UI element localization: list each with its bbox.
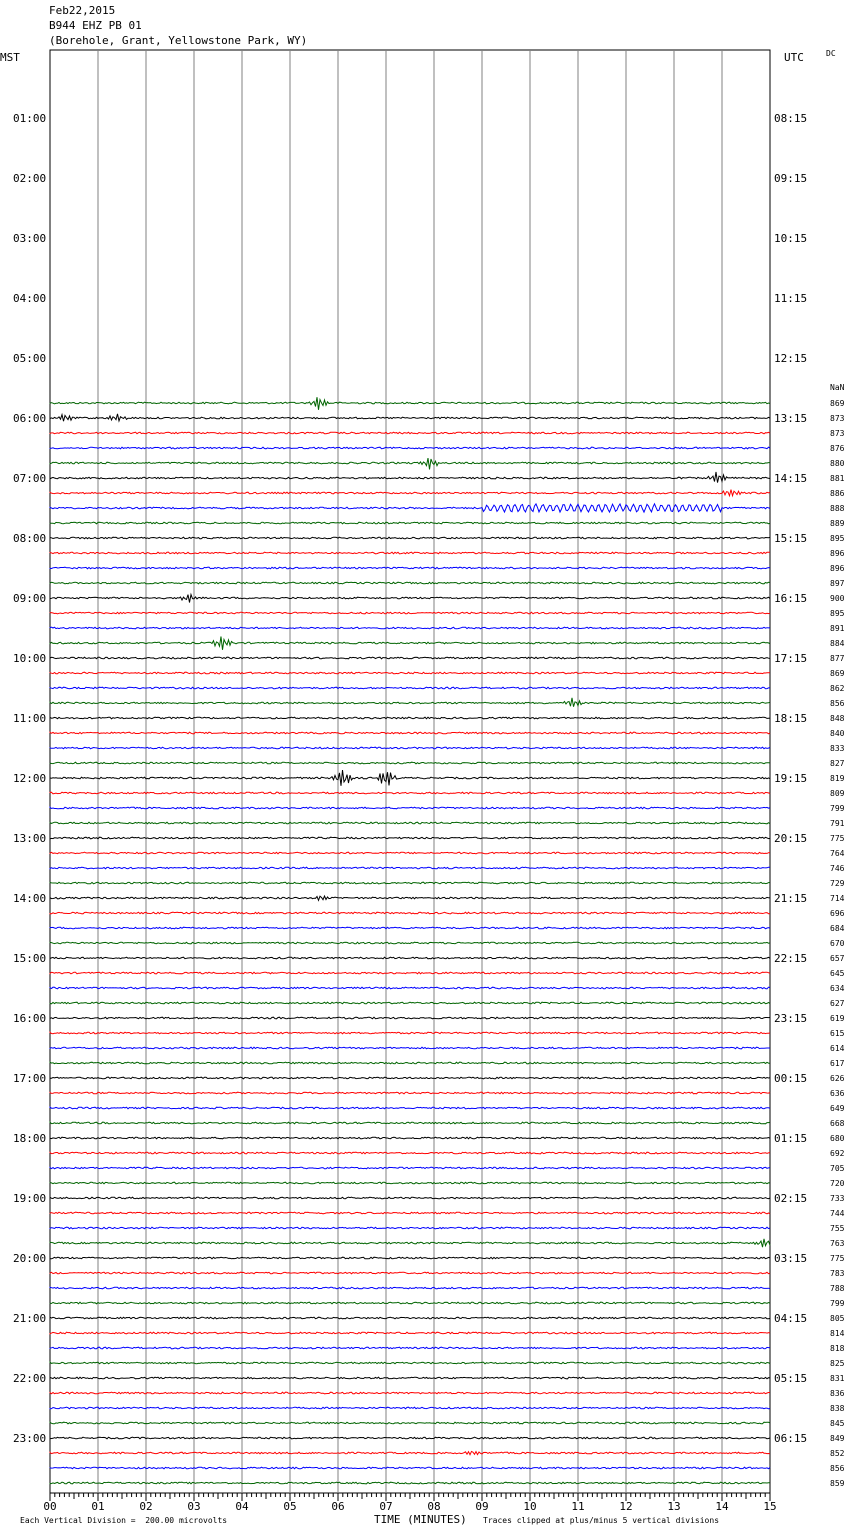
right-hour-label: 13:15	[774, 412, 808, 425]
trace-dc-value: 657	[830, 954, 845, 963]
trace-line	[50, 490, 770, 496]
trace-dc-value: 714	[830, 894, 845, 903]
left-hour-label: 09:00	[13, 592, 47, 605]
trace-dc-value: 889	[830, 519, 845, 528]
trace-dc-value: 668	[830, 1119, 845, 1128]
trace-dc-value: 873	[830, 429, 845, 438]
right-hour-label: 11:15	[774, 292, 808, 305]
x-tick-label: 05	[283, 1500, 297, 1513]
trace-line	[50, 397, 770, 410]
left-hour-label: 06:00	[13, 412, 47, 425]
trace-dc-value: 775	[830, 1254, 845, 1263]
trace-line	[50, 972, 770, 974]
trace-line	[50, 1302, 770, 1304]
left-timezone-label: MST	[0, 51, 20, 64]
x-tick-label: 03	[187, 1500, 201, 1513]
trace-dc-value: 825	[830, 1359, 845, 1368]
trace-line	[50, 822, 770, 824]
trace-dc-value: 877	[830, 654, 845, 663]
left-hour-label: 05:00	[13, 352, 47, 365]
trace-line	[50, 414, 770, 421]
trace-line	[50, 458, 770, 469]
x-tick-label: 01	[91, 1500, 105, 1513]
trace-dc-value: 831	[830, 1374, 845, 1383]
trace-line	[50, 1017, 770, 1019]
trace-line	[50, 717, 770, 719]
right-hour-label: 12:15	[774, 352, 808, 365]
left-hour-label: 14:00	[13, 892, 47, 905]
left-hour-label: 12:00	[13, 772, 47, 785]
trace-dc-value: 619	[830, 1014, 845, 1023]
trace-dc-value: 838	[830, 1404, 845, 1413]
trace-line	[50, 747, 770, 749]
right-hour-label: 14:15	[774, 472, 808, 485]
trace-line	[50, 896, 770, 900]
trace-line	[50, 1002, 770, 1004]
chart-grid	[50, 50, 770, 1501]
trace-dc-value: 814	[830, 1329, 845, 1338]
trace-line	[50, 987, 770, 989]
trace-dc-value: 791	[830, 819, 845, 828]
trace-line	[50, 1122, 770, 1124]
trace-line	[50, 552, 770, 554]
trace-dc-value: 884	[830, 639, 845, 648]
right-hour-label: 03:15	[774, 1252, 808, 1265]
trace-dc-value: 720	[830, 1179, 845, 1188]
right-hour-label: 19:15	[774, 772, 808, 785]
trace-line	[50, 472, 770, 483]
dc-label: DC	[826, 49, 836, 58]
left-hour-label: 13:00	[13, 832, 47, 845]
trace-dc-value: 895	[830, 609, 845, 618]
x-tick-label: 02	[139, 1500, 153, 1513]
trace-line	[50, 522, 770, 524]
trace-line	[50, 627, 770, 629]
trace-dc-value: 856	[830, 1464, 845, 1473]
trace-dc-value: 881	[830, 474, 845, 483]
trace-dc-value: 684	[830, 924, 845, 933]
trace-line	[50, 852, 770, 854]
trace-line	[50, 1467, 770, 1469]
trace-line	[50, 567, 770, 569]
trace-line	[50, 537, 770, 539]
trace-dc-value: 705	[830, 1164, 845, 1173]
trace-line	[50, 1047, 770, 1049]
left-hour-label: 19:00	[13, 1192, 47, 1205]
trace-dc-value: 615	[830, 1029, 845, 1038]
trace-dc-value: 856	[830, 699, 845, 708]
trace-dc-value: 729	[830, 879, 845, 888]
trace-dc-value: 862	[830, 684, 845, 693]
trace-line	[50, 1437, 770, 1439]
trace-dc-value: 849	[830, 1434, 845, 1443]
trace-line	[50, 1032, 770, 1034]
trace-dc-value: 733	[830, 1194, 845, 1203]
trace-dc-value: 755	[830, 1224, 845, 1233]
trace-dc-value: 680	[830, 1134, 845, 1143]
left-hour-label: 23:00	[13, 1432, 47, 1445]
trace-dc-value: 818	[830, 1344, 845, 1353]
right-hour-label: 00:15	[774, 1072, 808, 1085]
left-hour-label: 16:00	[13, 1012, 47, 1025]
trace-dc-value: 783	[830, 1269, 845, 1278]
trace-line	[50, 1422, 770, 1424]
trace-line	[50, 792, 770, 794]
right-hour-label: 09:15	[774, 172, 808, 185]
right-hour-label: 20:15	[774, 832, 808, 845]
trace-line	[50, 612, 770, 614]
trace-line	[50, 1152, 770, 1154]
left-hour-label: 20:00	[13, 1252, 47, 1265]
trace-dc-value: 626	[830, 1074, 845, 1083]
station-label: B944 EHZ PB 01	[49, 19, 142, 32]
trace-line	[50, 927, 770, 929]
right-hour-label: 02:15	[774, 1192, 808, 1205]
plot-frame	[50, 50, 770, 1493]
x-tick-label: 10	[523, 1500, 537, 1513]
trace-line	[50, 1107, 770, 1109]
left-hour-label: 01:00	[13, 112, 47, 125]
x-tick-label: 00	[43, 1500, 57, 1513]
trace-line	[50, 698, 770, 707]
right-hour-label: 05:15	[774, 1372, 808, 1385]
trace-line	[50, 504, 770, 512]
label-layer	[13, 112, 845, 1513]
right-hour-label: 18:15	[774, 712, 808, 725]
footer-clipping: Traces clipped at plus/minus 5 vertical divisions	[483, 1516, 720, 1525]
trace-dc-value: 873	[830, 414, 845, 423]
trace-dc-value: 840	[830, 729, 845, 738]
x-tick-label: 08	[427, 1500, 441, 1513]
trace-dc-value: 897	[830, 579, 845, 588]
trace-dc-value: 636	[830, 1089, 845, 1098]
right-hour-label: 22:15	[774, 952, 808, 965]
left-hour-label: 03:00	[13, 232, 47, 245]
x-tick-label: 14	[715, 1500, 729, 1513]
trace-line	[50, 1272, 770, 1274]
trace-dc-value: 895	[830, 534, 845, 543]
left-hour-label: 08:00	[13, 532, 47, 545]
trace-line	[50, 1287, 770, 1289]
trace-line	[50, 1451, 770, 1454]
trace-line	[50, 1077, 770, 1079]
trace-dc-value: 845	[830, 1419, 845, 1428]
trace-line	[50, 595, 770, 603]
trace-dc-value: 645	[830, 969, 845, 978]
trace-dc-value: 848	[830, 714, 845, 723]
right-hour-label: 16:15	[774, 592, 808, 605]
trace-dc-value: 852	[830, 1449, 845, 1458]
trace-line	[50, 837, 770, 839]
trace-dc-value: 896	[830, 549, 845, 558]
right-hour-label: 21:15	[774, 892, 808, 905]
trace-dc-value: 649	[830, 1104, 845, 1113]
left-hour-label: 04:00	[13, 292, 47, 305]
trace-line	[50, 1137, 770, 1139]
left-hour-label: 11:00	[13, 712, 47, 725]
trace-dc-value: 869	[830, 399, 845, 408]
trace-line	[50, 762, 770, 764]
trace-line	[50, 672, 770, 674]
trace-line	[50, 957, 770, 959]
trace-line	[50, 1377, 770, 1379]
trace-dc-value: 634	[830, 984, 845, 993]
trace-dc-value: 836	[830, 1389, 845, 1398]
right-hour-label: 23:15	[774, 1012, 808, 1025]
trace-line	[50, 1332, 770, 1334]
trace-line	[50, 770, 770, 786]
trace-line	[50, 1167, 770, 1169]
trace-line	[50, 912, 770, 914]
left-hour-label: 17:00	[13, 1072, 47, 1085]
trace-line	[50, 432, 770, 434]
trace-dc-value: 764	[830, 849, 845, 858]
trace-dc-value: 788	[830, 1284, 845, 1293]
trace-line	[50, 1227, 770, 1229]
trace-line	[50, 657, 770, 659]
x-tick-label: 12	[619, 1500, 633, 1513]
trace-dc-value: 775	[830, 834, 845, 843]
trace-dc-value: 888	[830, 504, 845, 513]
trace-dc-value: 869	[830, 669, 845, 678]
trace-line	[50, 687, 770, 689]
trace-line	[50, 637, 770, 650]
trace-dc-value: 880	[830, 459, 845, 468]
trace-line	[50, 942, 770, 944]
left-hour-label: 15:00	[13, 952, 47, 965]
left-hour-label: 18:00	[13, 1132, 47, 1145]
trace-line	[50, 882, 770, 884]
trace-line	[50, 807, 770, 809]
trace-dc-value: 833	[830, 744, 845, 753]
footer-xlabel: TIME (MINUTES)	[374, 1513, 467, 1526]
trace-line	[50, 1362, 770, 1364]
x-tick-label: 09	[475, 1500, 489, 1513]
trace-dc-value: 617	[830, 1059, 845, 1068]
x-tick-label: 15	[763, 1500, 777, 1513]
trace-dc-value: 896	[830, 564, 845, 573]
right-hour-label: 10:15	[774, 232, 808, 245]
trace-line	[50, 1407, 770, 1409]
trace-line	[50, 1317, 770, 1319]
trace-line	[50, 1062, 770, 1064]
trace-line	[50, 1197, 770, 1199]
trace-dc-value: 670	[830, 939, 845, 948]
trace-dc-value: 696	[830, 909, 845, 918]
left-hour-label: 21:00	[13, 1312, 47, 1325]
trace-layer	[50, 397, 770, 1484]
date-label: Feb22,2015	[49, 4, 116, 17]
right-hour-label: 06:15	[774, 1432, 808, 1445]
footer-vertical-division: Each Vertical Division = 200.00 microvolts	[20, 1516, 228, 1525]
nan-label: NaN	[830, 383, 845, 392]
location-label: (Borehole, Grant, Yellowstone Park, WY)	[49, 34, 308, 47]
trace-dc-value: 859	[830, 1479, 845, 1488]
x-tick-label: 07	[379, 1500, 393, 1513]
trace-line	[50, 1482, 770, 1484]
right-hour-label: 01:15	[774, 1132, 808, 1145]
x-tick-label: 06	[331, 1500, 345, 1513]
right-hour-label: 17:15	[774, 652, 808, 665]
right-hour-label: 04:15	[774, 1312, 808, 1325]
trace-dc-value: 819	[830, 774, 845, 783]
trace-dc-value: 627	[830, 999, 845, 1008]
left-hour-label: 10:00	[13, 652, 47, 665]
x-tick-label: 13	[667, 1500, 681, 1513]
trace-line	[50, 1257, 770, 1259]
x-tick-label: 04	[235, 1500, 249, 1513]
left-hour-label: 02:00	[13, 172, 47, 185]
right-hour-label: 08:15	[774, 112, 808, 125]
trace-line	[50, 732, 770, 734]
trace-dc-value: 692	[830, 1149, 845, 1158]
left-hour-label: 07:00	[13, 472, 47, 485]
trace-line	[50, 1212, 770, 1214]
trace-line	[50, 1092, 770, 1094]
trace-dc-value: 886	[830, 489, 845, 498]
trace-line	[50, 867, 770, 869]
trace-dc-value: 799	[830, 1299, 845, 1308]
trace-dc-value: 614	[830, 1044, 845, 1053]
trace-dc-value: 876	[830, 444, 845, 453]
trace-line	[50, 1182, 770, 1184]
trace-dc-value: 805	[830, 1314, 845, 1323]
trace-dc-value: 799	[830, 804, 845, 813]
trace-line	[50, 1239, 770, 1247]
trace-dc-value: 827	[830, 759, 845, 768]
trace-line	[50, 447, 770, 449]
trace-dc-value: 891	[830, 624, 845, 633]
x-tick-label: 11	[571, 1500, 585, 1513]
trace-dc-value: 744	[830, 1209, 845, 1218]
trace-dc-value: 746	[830, 864, 845, 873]
trace-line	[50, 1392, 770, 1394]
trace-line	[50, 582, 770, 584]
trace-line	[50, 1347, 770, 1349]
trace-dc-value: 809	[830, 789, 845, 798]
left-hour-label: 22:00	[13, 1372, 47, 1385]
right-timezone-label: UTC	[784, 51, 804, 64]
right-hour-label: 15:15	[774, 532, 808, 545]
trace-dc-value: 763	[830, 1239, 845, 1248]
trace-dc-value: 900	[830, 594, 845, 603]
